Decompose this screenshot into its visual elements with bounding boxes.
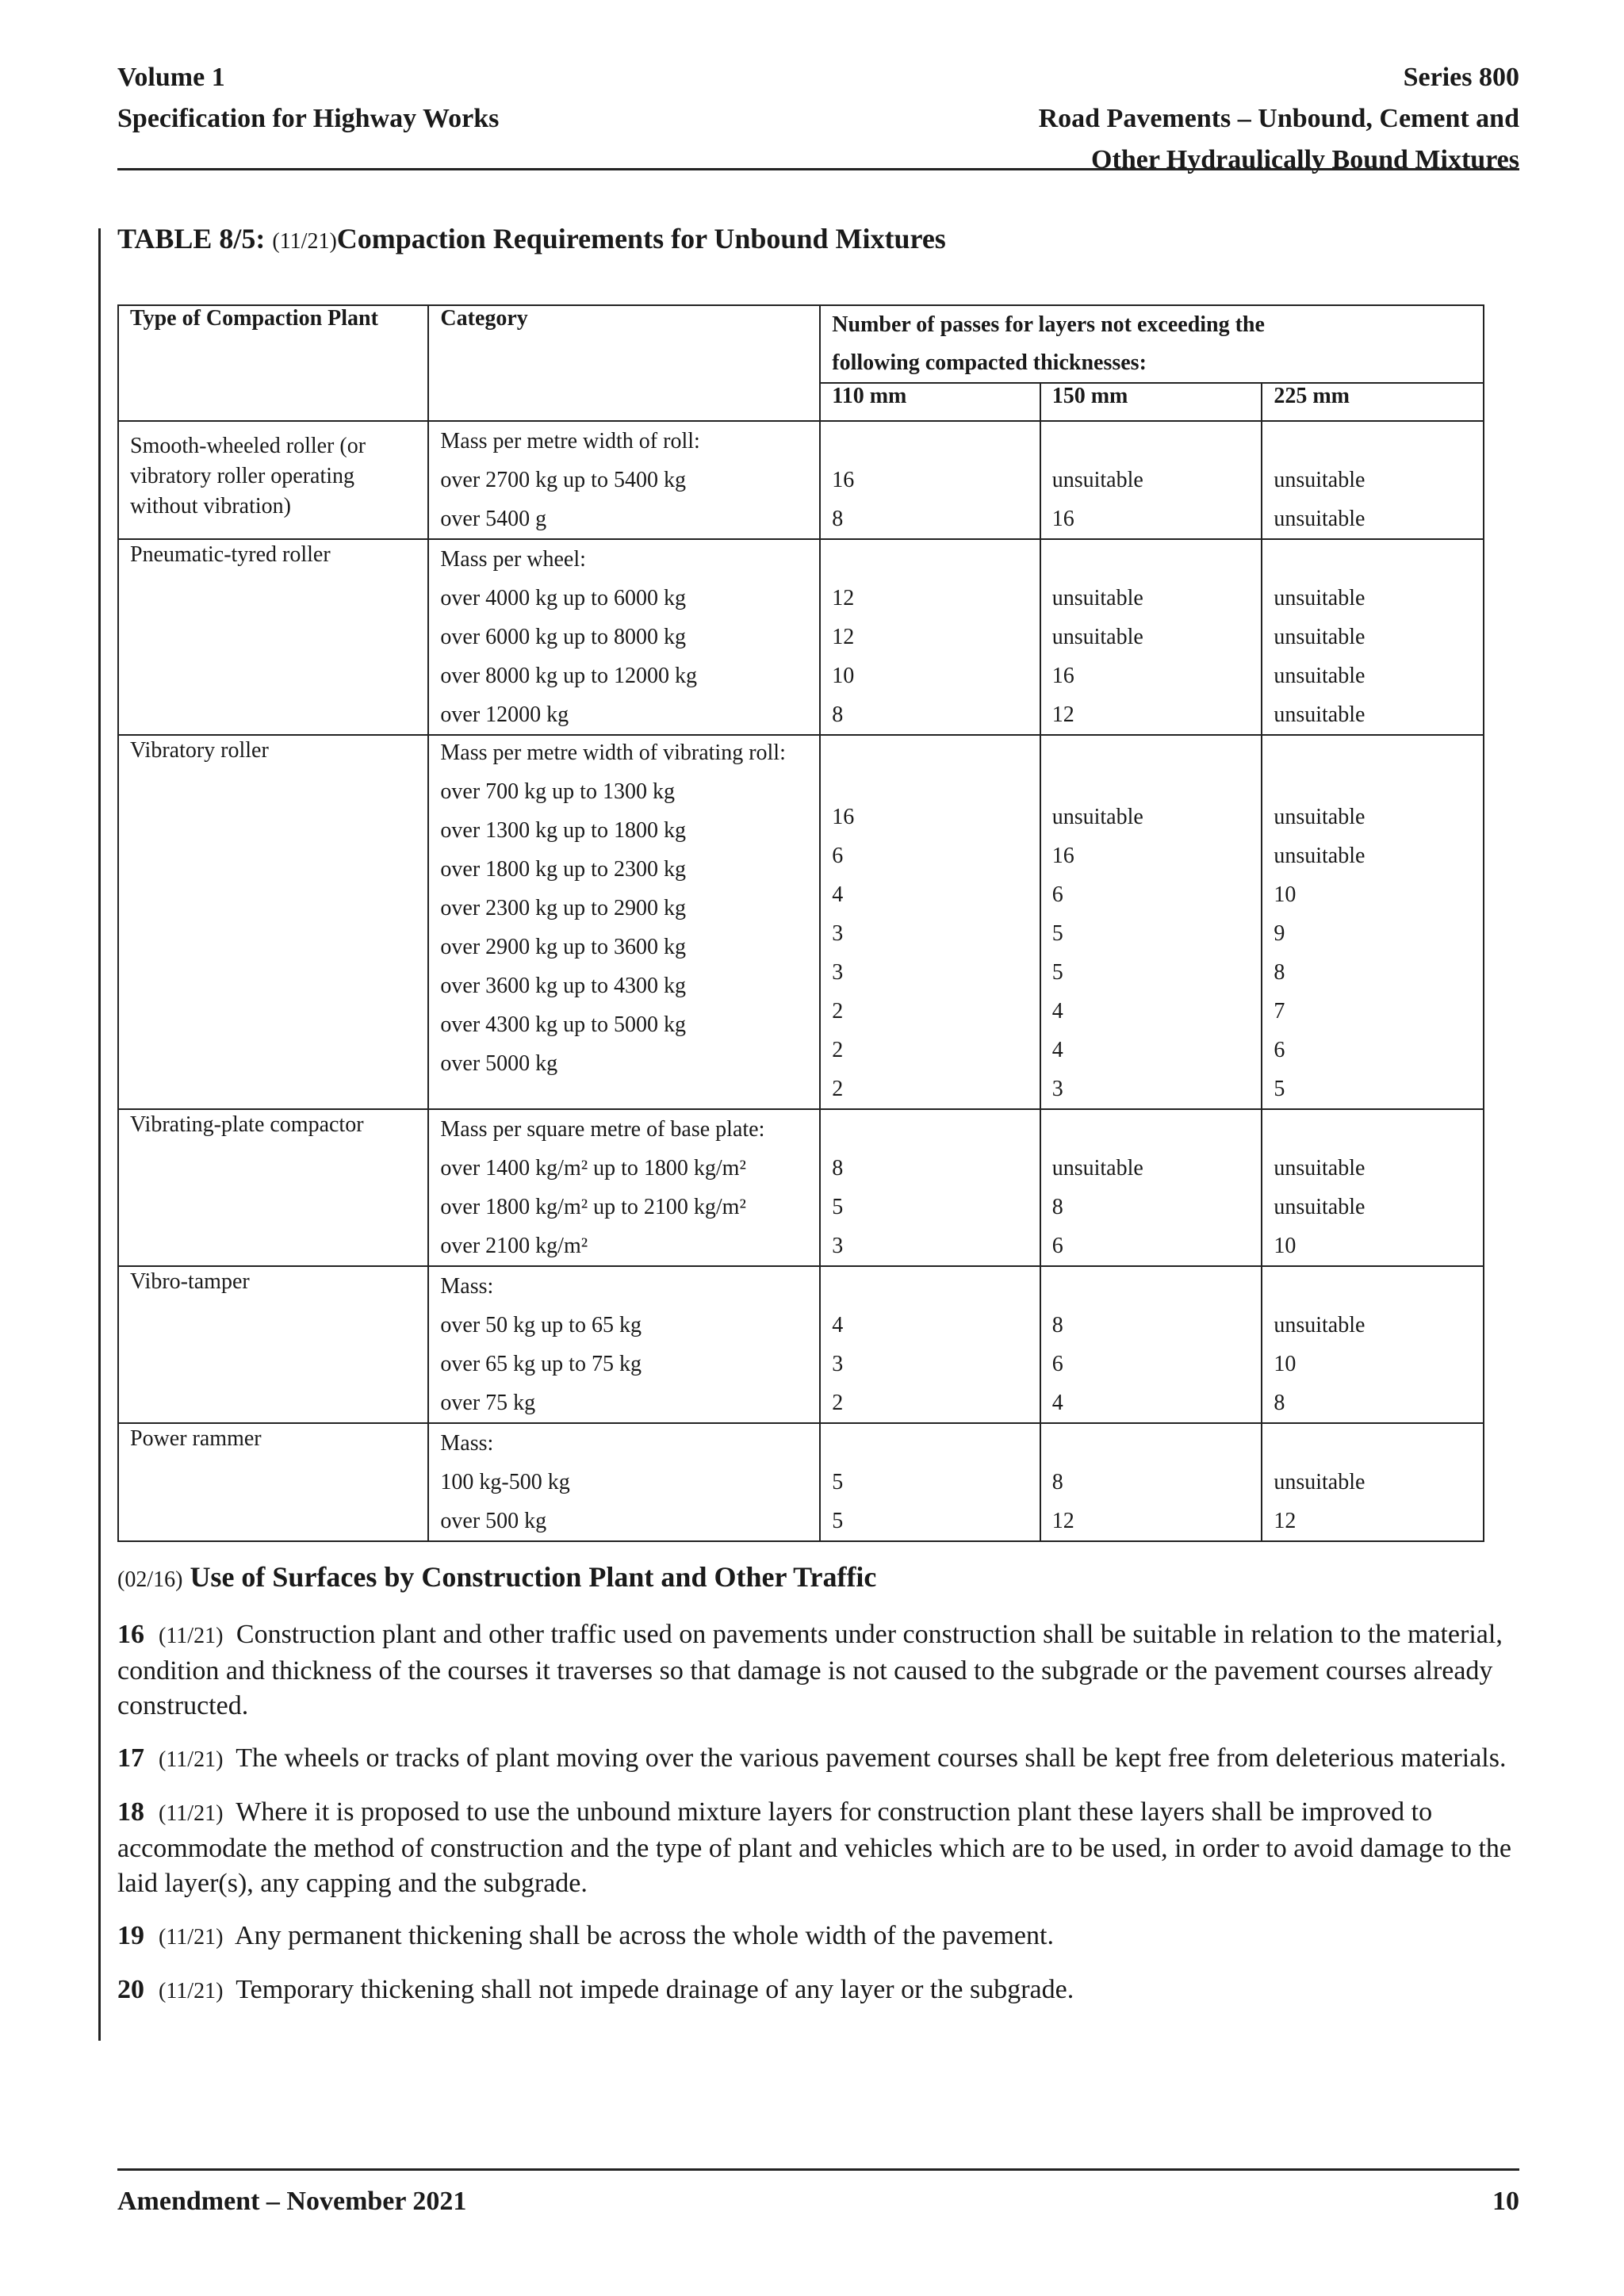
passes-value: 8 [832, 1156, 844, 1181]
passes-225mm-cell [1262, 539, 1484, 735]
passes-value: 3 [1051, 1077, 1063, 1101]
passes-110mm-cell [820, 1109, 1040, 1266]
col-header-225mm: 225 mm [1262, 383, 1484, 421]
clause-amendment-code: (11/21) [159, 1979, 224, 2003]
passes-value: 2 [832, 999, 844, 1024]
passes-150mm-cell [1040, 1423, 1262, 1541]
passes-value: 2 [832, 1038, 844, 1062]
passes-value: 8 [832, 507, 844, 531]
passes-value: unsuitable [1051, 625, 1143, 649]
passes-value: unsuitable [1051, 805, 1143, 829]
series-title-line1: Road Pavements – Unbound, Cement and [1038, 104, 1519, 133]
volume-label: Volume 1 [117, 63, 225, 92]
passes-value: 6 [1274, 1038, 1285, 1062]
category-value: over 1800 kg up to 2300 kg [440, 857, 686, 882]
passes-150mm-cell [1040, 539, 1262, 735]
category-value: over 1300 kg up to 1800 kg [440, 818, 686, 843]
passes-value: 5 [832, 1195, 844, 1219]
category-value: over 75 kg [440, 1391, 536, 1415]
category-cell [428, 735, 820, 1109]
category-subheading: Mass: [440, 1274, 494, 1299]
passes-value: 10 [832, 664, 855, 688]
passes-110mm-cell [820, 1266, 1040, 1423]
category-value: over 6000 kg up to 8000 kg [440, 625, 686, 649]
clause-17 [117, 1741, 1513, 1777]
passes-value: 16 [832, 805, 855, 829]
passes-value: unsuitable [1274, 1313, 1365, 1337]
passes-value: unsuitable [1051, 586, 1143, 610]
passes-value: 16 [1051, 844, 1074, 868]
passes-value: unsuitable [1051, 1156, 1143, 1181]
passes-value: 3 [832, 1352, 844, 1376]
passes-value: 4 [832, 1313, 844, 1337]
passes-value: 2 [832, 1077, 844, 1101]
passes-225mm-cell [1262, 1423, 1484, 1541]
amendment-margin-bar [98, 228, 101, 2041]
category-value: over 2300 kg up to 2900 kg [440, 896, 686, 920]
category-value: over 5000 kg [440, 1051, 558, 1076]
passes-value: 5 [1274, 1077, 1285, 1101]
passes-value: 7 [1274, 999, 1285, 1024]
clause-number: 19 [117, 1921, 144, 1950]
clause-text: Temporary thickening shall not impede drainage of any layer or the subgrade. [236, 1975, 1074, 2004]
passes-value: 6 [1051, 1352, 1063, 1376]
section-heading-text: Use of Surfaces by Construction Plant and Other Traffic [190, 1561, 877, 1593]
passes-value: unsuitable [1274, 805, 1365, 829]
clause-number: 18 [117, 1797, 144, 1827]
passes-value: unsuitable [1274, 702, 1365, 727]
passes-value: 16 [1051, 507, 1074, 531]
header-divider [117, 168, 1519, 170]
category-cell [428, 1266, 820, 1423]
footer-amendment: Amendment – November 2021 [117, 2187, 467, 2216]
category-value: over 1400 kg/m² up to 1800 kg/m² [440, 1156, 746, 1181]
clause-text: Where it is proposed to use the unbound mixture layers for construction plant these layers shall be improved to accommodate the method of construction and the type of plant and vehicles which are to be used, in order to avoid damage to the laid layer(s), any capping and the subgrade. [117, 1797, 1511, 1898]
category-value: 100 kg-500 kg [440, 1470, 570, 1494]
plant-type: Power rammer [118, 1423, 428, 1541]
clause-amendment-code: (11/21) [159, 1801, 224, 1826]
passes-value: 16 [832, 468, 855, 492]
passes-value: 16 [1051, 664, 1074, 688]
category-value: over 65 kg up to 75 kg [440, 1352, 642, 1376]
passes-value: unsuitable [1051, 468, 1143, 492]
passes-value: 5 [832, 1470, 844, 1494]
clause-text: The wheels or tracks of plant moving over the various pavement courses shall be kept free from deleterious materials. [236, 1743, 1507, 1773]
passes-value: unsuitable [1274, 1195, 1365, 1219]
passes-value: 6 [832, 844, 844, 868]
table-amendment-code: (11/21) [272, 229, 337, 254]
compaction-table [117, 304, 1484, 1542]
passes-110mm-cell [820, 1423, 1040, 1541]
series-label: Series 800 [1403, 63, 1519, 92]
passes-value: 3 [832, 921, 844, 946]
passes-value: 4 [1051, 1391, 1063, 1415]
col-header-110mm: 110 mm [820, 383, 1040, 421]
category-value: over 4300 kg up to 5000 kg [440, 1012, 686, 1037]
category-value: over 12000 kg [440, 702, 569, 727]
category-value: over 4000 kg up to 6000 kg [440, 586, 686, 610]
passes-150mm-cell [1040, 1266, 1262, 1423]
clause-amendment-code: (11/21) [159, 1624, 224, 1648]
passes-value: 4 [1051, 1038, 1063, 1062]
plant-type: Vibro-tamper [118, 1266, 428, 1423]
category-value: over 700 kg up to 1300 kg [440, 779, 675, 804]
passes-value: 10 [1274, 1234, 1297, 1258]
clause-number: 17 [117, 1743, 144, 1773]
table-row [118, 1109, 1484, 1266]
passes-value: 12 [1274, 1509, 1297, 1533]
clause-20 [117, 1973, 1513, 2009]
series-title-line2: Other Hydraulically Bound Mixtures [1091, 145, 1519, 174]
passes-value: 8 [1274, 1391, 1285, 1415]
passes-value: unsuitable [1274, 664, 1365, 688]
category-subheading: Mass per square metre of base plate: [440, 1117, 765, 1142]
passes-value: unsuitable [1274, 468, 1365, 492]
table-row [118, 1266, 1484, 1423]
clause-19 [117, 1919, 1513, 1955]
category-value: over 2900 kg up to 3600 kg [440, 935, 686, 959]
plant-type: Vibratory roller [118, 735, 428, 1109]
passes-value: unsuitable [1274, 507, 1365, 531]
category-subheading: Mass per metre width of roll: [440, 429, 700, 453]
passes-value: 5 [1051, 960, 1063, 985]
clause-number: 16 [117, 1620, 144, 1649]
passes-value: 3 [832, 1234, 844, 1258]
category-value: over 3600 kg up to 4300 kg [440, 974, 686, 998]
passes-value: 12 [1051, 1509, 1074, 1533]
col-header-category: Category [428, 305, 820, 421]
passes-value: 12 [1051, 702, 1074, 727]
col-header-passes [820, 305, 1484, 383]
passes-225mm-cell [1262, 421, 1484, 539]
passes-value: 12 [832, 625, 855, 649]
passes-value: unsuitable [1274, 1156, 1365, 1181]
category-value: over 50 kg up to 65 kg [440, 1313, 642, 1337]
passes-value: 5 [1051, 921, 1063, 946]
category-subheading: Mass per wheel: [440, 547, 586, 572]
passes-value: unsuitable [1274, 586, 1365, 610]
table-title-text: Compaction Requirements for Unbound Mixtures [336, 223, 946, 254]
passes-value: 12 [832, 586, 855, 610]
category-value: over 2700 kg up to 5400 kg [440, 468, 686, 492]
table-row [118, 421, 1484, 539]
passes-150mm-cell [1040, 1109, 1262, 1266]
passes-value: 4 [832, 882, 844, 907]
category-value: over 5400 g [440, 507, 547, 531]
table-row [118, 539, 1484, 735]
passes-value: 5 [832, 1509, 844, 1533]
plant-type: Vibrating-plate compactor [118, 1109, 428, 1266]
passes-225mm-cell [1262, 735, 1484, 1109]
table-row [118, 735, 1484, 1109]
category-cell [428, 1423, 820, 1541]
passes-110mm-cell [820, 539, 1040, 735]
clause-amendment-code: (11/21) [159, 1747, 224, 1772]
table-row [118, 1423, 1484, 1541]
page-number: 10 [1492, 2187, 1519, 2216]
passes-value: unsuitable [1274, 1470, 1365, 1494]
category-cell [428, 421, 820, 539]
header-left [117, 57, 499, 140]
category-cell [428, 1109, 820, 1266]
col-header-passes-line1: Number of passes for layers not exceeding the [832, 312, 1265, 337]
passes-value: 6 [1051, 882, 1063, 907]
passes-225mm-cell [1262, 1266, 1484, 1423]
passes-150mm-cell [1040, 735, 1262, 1109]
spec-title: Specification for Highway Works [117, 104, 500, 133]
clause-text: Construction plant and other traffic used on pavements under construction shall be suitable in relation to the material, condition and thickness of the courses it traverses so that damage is not caused to the subgrade or the pavement courses already constructed. [117, 1620, 1503, 1720]
passes-value: 8 [1051, 1195, 1063, 1219]
table-label: TABLE 8/5: [117, 223, 266, 254]
footer-divider [117, 2168, 1519, 2171]
passes-110mm-cell [820, 735, 1040, 1109]
passes-value: unsuitable [1274, 625, 1365, 649]
passes-value: unsuitable [1274, 844, 1365, 868]
category-cell [428, 539, 820, 735]
passes-225mm-cell [1262, 1109, 1484, 1266]
clause-text: Any permanent thickening shall be across the whole width of the pavement. [235, 1921, 1054, 1950]
passes-value: 2 [832, 1391, 844, 1415]
clause-amendment-code: (11/21) [159, 1925, 224, 1950]
category-subheading: Mass per metre width of vibrating roll: [440, 740, 786, 765]
clause-16 [117, 1617, 1513, 1724]
plant-type: Pneumatic-tyred roller [118, 539, 428, 735]
passes-value: 10 [1274, 1352, 1297, 1376]
passes-value: 8 [832, 702, 844, 727]
passes-value: 8 [1051, 1470, 1063, 1494]
plant-type: Smooth-wheeled roller (or vibratory roller operating without vibration) [118, 421, 428, 539]
category-subheading: Mass: [440, 1431, 494, 1456]
category-value: over 500 kg [440, 1509, 547, 1533]
clause-18 [117, 1795, 1513, 1901]
passes-value: 9 [1274, 921, 1285, 946]
col-header-type: Type of Compaction Plant [118, 305, 428, 421]
col-header-150mm: 150 mm [1040, 383, 1262, 421]
passes-value: 8 [1274, 960, 1285, 985]
clauses [117, 1617, 1513, 2026]
clause-number: 20 [117, 1975, 144, 2004]
table-title [117, 222, 946, 255]
passes-value: 4 [1051, 999, 1063, 1024]
passes-150mm-cell [1040, 421, 1262, 539]
category-value: over 1800 kg/m² up to 2100 kg/m² [440, 1195, 746, 1219]
passes-110mm-cell [820, 421, 1040, 539]
passes-value: 8 [1051, 1313, 1063, 1337]
col-header-passes-line2: following compacted thicknesses: [832, 350, 1147, 375]
passes-value: 3 [832, 960, 844, 985]
passes-value: 10 [1274, 882, 1297, 907]
category-value: over 2100 kg/m² [440, 1234, 588, 1258]
section-amendment-code: (02/16) [117, 1567, 183, 1592]
category-value: over 8000 kg up to 12000 kg [440, 664, 697, 688]
passes-value: 6 [1051, 1234, 1063, 1258]
header-right [1039, 57, 1519, 181]
section-heading [117, 1560, 876, 1594]
